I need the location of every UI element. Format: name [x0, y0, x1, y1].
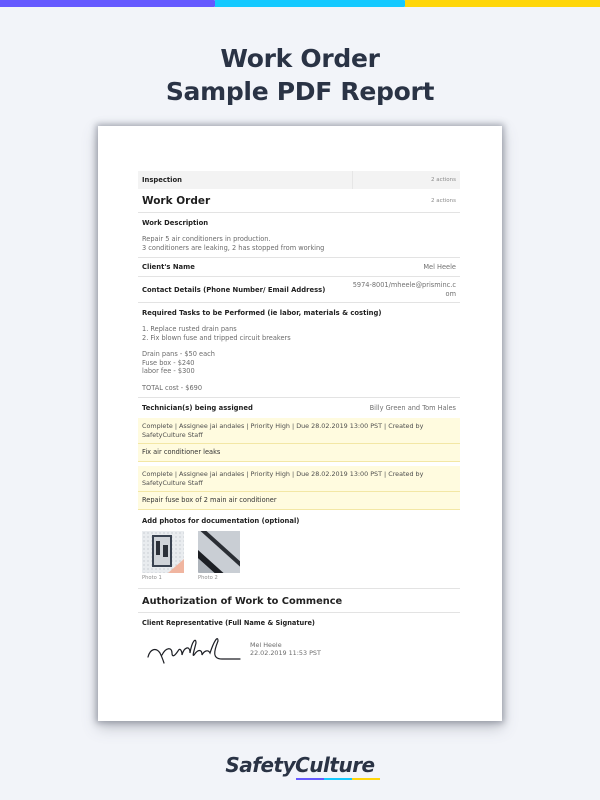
inspection-header-row — [138, 171, 460, 189]
signature-area — [142, 633, 456, 665]
work-description-line: 3 conditioners are leaking, 2 has stopped from working — [142, 243, 325, 252]
photo-caption: Photo 1 — [142, 575, 162, 581]
contact-details-value: 5974-8001/mheele@prisminc.com — [352, 281, 456, 298]
technicians-row — [138, 398, 460, 418]
client-name-value: Mel Heele — [423, 263, 456, 271]
banner-segment-cyan — [215, 0, 407, 7]
cost-line: Fuse box - $240 — [142, 358, 195, 367]
work-description-line: Repair 5 air conditioners in production. — [142, 235, 271, 243]
action-item[interactable] — [138, 418, 460, 462]
signature-label: Client Representative (Full Name & Signature) — [142, 619, 315, 627]
technicians-value: Billy Green and Tom Hales — [369, 404, 456, 412]
task-step: 1. Replace rusted drain pans — [142, 325, 237, 333]
work-description-block — [138, 213, 460, 258]
photos-label: Add photos for documentation (optional) — [142, 517, 300, 525]
contact-details-row — [138, 277, 460, 303]
electrical-panel-photo — [142, 531, 184, 573]
action-meta: Complete | Assignee jai andales | Priority High | Due 28.02.2019 13:00 PST | Created by SafetyCulture Staff — [138, 418, 460, 444]
required-tasks-block — [138, 303, 460, 398]
photo-caption: Photo 2 — [198, 575, 218, 581]
signature-icon — [142, 633, 242, 665]
client-name-row — [138, 258, 460, 277]
client-name-label: Client's Name — [142, 263, 195, 271]
required-tasks-text — [142, 325, 456, 392]
banner-segment-purple — [0, 0, 217, 7]
page-title-line-2: Sample PDF Report — [165, 77, 435, 106]
action-item[interactable] — [138, 466, 460, 510]
signature-block — [138, 613, 460, 665]
contact-details-label: Contact Details (Phone Number/ Email Address) — [142, 285, 326, 294]
work-order-actions-count: 2 actions — [430, 197, 456, 204]
inspection-actions-count: 2 actions — [430, 177, 456, 183]
photo-thumbnail[interactable] — [198, 531, 240, 581]
action-title: Repair fuse box of 2 main air conditioner — [138, 492, 460, 510]
authorization-heading: Authorization of Work to Commence — [138, 589, 460, 613]
work-order-header-row — [138, 189, 460, 213]
work-description-label: Work Description — [142, 219, 209, 227]
photo-gallery — [142, 531, 456, 581]
photo-thumbnail[interactable] — [142, 531, 184, 581]
signer-name: Mel Heele — [250, 641, 282, 649]
report-page — [98, 126, 502, 721]
total-cost: TOTAL cost - $690 — [142, 383, 203, 392]
safetyculture-logo: SafetyCulture — [225, 753, 375, 777]
action-title: Fix air conditioner leaks — [138, 444, 460, 462]
signed-timestamp: 22.02.2019 11:53 PST — [250, 649, 321, 657]
inspection-label: Inspection — [142, 176, 183, 184]
report-content — [138, 171, 460, 665]
required-tasks-label: Required Tasks to be Performed (ie labor, materials & costing) — [142, 309, 382, 317]
photos-block — [138, 510, 460, 589]
air-conditioner-photo — [198, 531, 240, 573]
cost-line: Drain pans - $50 each — [142, 350, 215, 358]
inspection-divider — [352, 171, 353, 189]
cost-line: labor fee - $300 — [142, 367, 195, 375]
logo-underline — [296, 778, 380, 780]
task-step: 2. Fix blown fuse and tripped circuit breakers — [142, 333, 291, 342]
technicians-label: Technician(s) being assigned — [142, 404, 253, 412]
page-title-line-1: Work Order — [220, 44, 380, 73]
banner-segment-yellow — [405, 0, 600, 7]
work-description-text — [142, 235, 456, 252]
top-color-banner — [0, 0, 600, 7]
signature-meta — [250, 641, 321, 657]
action-meta: Complete | Assignee jai andales | Priority High | Due 28.02.2019 13:00 PST | Created by SafetyCulture Staff — [138, 466, 460, 492]
page-title — [0, 42, 600, 108]
work-order-title: Work Order — [142, 194, 211, 207]
